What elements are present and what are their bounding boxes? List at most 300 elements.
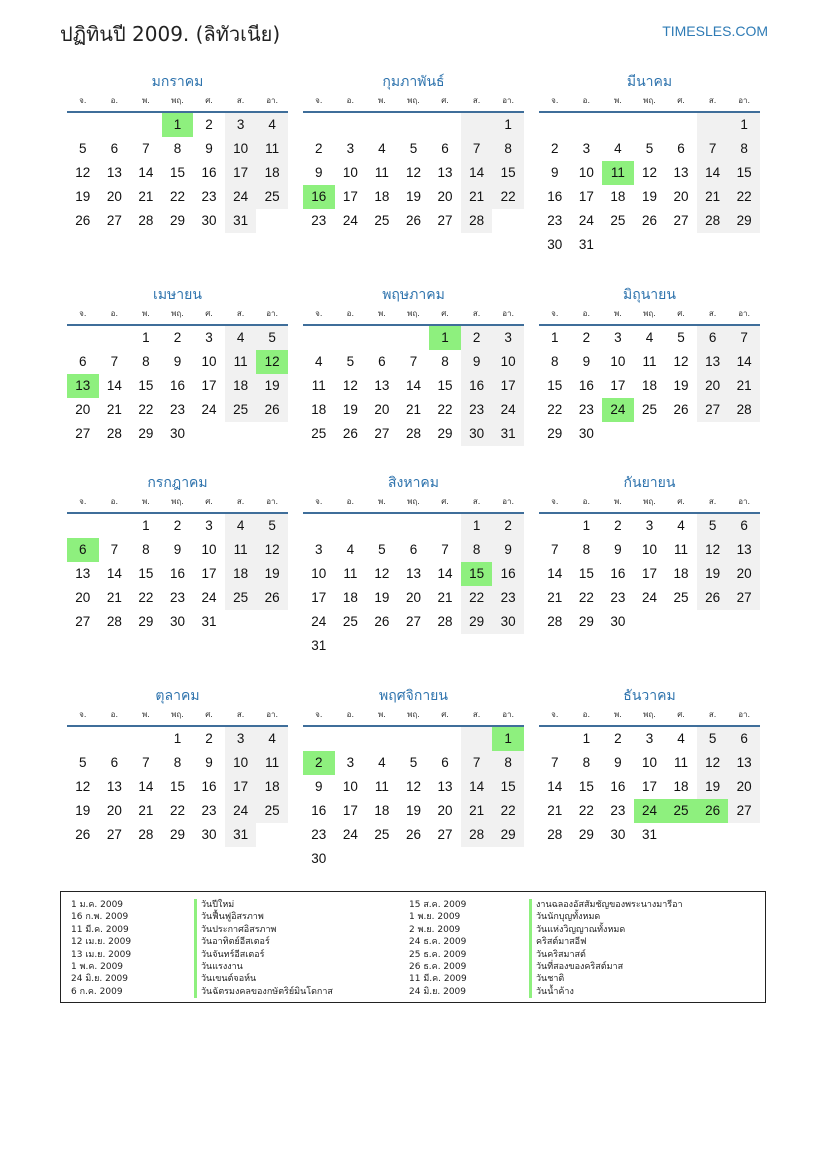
empty-cell xyxy=(335,634,367,658)
day-cell: 1 xyxy=(551,330,559,345)
day-cell: 30 xyxy=(461,422,493,446)
day-cell: 7 xyxy=(551,542,559,557)
empty-cell xyxy=(492,847,524,871)
weekday-label: จ. xyxy=(551,710,559,719)
day-cell: 5 xyxy=(409,141,418,156)
day-cell: 22 xyxy=(578,590,594,605)
day-cell: 26 xyxy=(374,614,390,629)
weekday-label: อ. xyxy=(110,96,119,105)
month-name: มกราคม xyxy=(151,74,204,90)
empty-cell xyxy=(461,727,493,751)
holiday-date: 1 ม.ค. 2009 xyxy=(71,900,124,910)
holiday-name: วันจันทร์อีสเตอร์ xyxy=(194,949,333,961)
day-cell: 14 xyxy=(106,566,122,581)
empty-cell xyxy=(99,514,131,538)
day-cell: 2 xyxy=(173,330,182,345)
day-cell: 22 xyxy=(169,189,185,204)
day-cell: 31 xyxy=(201,614,217,629)
day-cell: 22 xyxy=(492,799,524,823)
day-cell: 31 xyxy=(578,237,594,252)
empty-cell xyxy=(539,727,571,751)
day-cell: 3 xyxy=(645,731,654,746)
weekday-label: จ. xyxy=(79,96,87,105)
day-cell: 13 xyxy=(106,779,122,794)
day-cell: 6 xyxy=(110,141,119,156)
empty-cell xyxy=(728,422,760,446)
day-cell: 28 xyxy=(138,827,154,842)
day-cell: 10 xyxy=(578,165,594,180)
weekday-header xyxy=(303,306,524,326)
day-cell: 26 xyxy=(697,799,729,823)
day-cell: 6 xyxy=(67,538,99,562)
day-cell: 4 xyxy=(315,354,323,369)
day-cell: 2 xyxy=(614,731,622,746)
day-cell: 12 xyxy=(673,354,689,369)
day-cell: 21 xyxy=(697,185,729,209)
weekday-label: พฤ. xyxy=(407,96,420,105)
weekday-header xyxy=(303,93,524,113)
day-cell: 8 xyxy=(142,542,150,557)
day-cell: 16 xyxy=(169,378,185,393)
page-title: ปฏิทินปี 2009. (ลิทัวเนีย) xyxy=(60,22,281,46)
day-cell: 28 xyxy=(547,614,563,629)
day-cell: 26 xyxy=(75,213,91,228)
weekday-label: จ. xyxy=(315,309,323,318)
day-cell: 19 xyxy=(256,562,288,586)
month-calendar xyxy=(67,472,288,634)
day-cell: 22 xyxy=(492,185,524,209)
empty-cell xyxy=(99,727,131,751)
day-cell: 19 xyxy=(641,189,657,204)
day-cell: 24 xyxy=(492,398,524,422)
day-cell: 11 xyxy=(674,542,689,557)
day-cell: 4 xyxy=(256,113,288,137)
day-cell: 21 xyxy=(461,799,493,823)
weekday-label: อา. xyxy=(738,96,751,105)
day-cell: 29 xyxy=(138,426,154,441)
day-cell: 10 xyxy=(342,779,358,794)
day-cell: 26 xyxy=(342,426,358,441)
day-cell: 17 xyxy=(311,590,327,605)
day-cell: 12 xyxy=(256,350,288,374)
day-cell: 16 xyxy=(311,803,327,818)
day-cell: 26 xyxy=(405,213,421,228)
month-calendar xyxy=(303,472,524,658)
day-cell: 24 xyxy=(342,213,358,228)
day-cell: 30 xyxy=(169,426,185,441)
day-cell: 26 xyxy=(75,827,91,842)
day-cell: 18 xyxy=(610,189,626,204)
weekday-label: อ. xyxy=(346,497,355,506)
day-cell: 18 xyxy=(256,775,288,799)
holiday-name: วันปีใหม่ xyxy=(194,899,333,911)
day-cell: 11 xyxy=(642,354,657,369)
weekday-header xyxy=(539,494,760,514)
day-cell: 17 xyxy=(641,566,657,581)
empty-cell xyxy=(429,847,461,871)
day-cell: 28 xyxy=(437,614,453,629)
weekday-label: พ. xyxy=(377,497,386,506)
day-cell: 2 xyxy=(173,518,182,533)
brand-link[interactable]: TIMESLES.COM xyxy=(662,23,768,39)
empty-cell xyxy=(634,233,666,257)
day-cell: 14 xyxy=(461,161,493,185)
day-cell: 20 xyxy=(405,590,421,605)
day-cell: 19 xyxy=(75,803,91,818)
day-cell: 1 xyxy=(582,518,591,533)
day-cell: 29 xyxy=(578,614,594,629)
weekday-label: อา. xyxy=(738,497,751,506)
holiday-name: วันเขนต์จอห์น xyxy=(194,973,333,985)
day-cell: 20 xyxy=(75,590,91,605)
empty-cell xyxy=(303,514,335,538)
day-cell: 13 xyxy=(75,566,91,581)
holiday-dates-right xyxy=(409,899,467,998)
month-name: มิถุนายน xyxy=(623,287,676,303)
day-cell: 16 xyxy=(461,374,493,398)
weekday-label: พฤ. xyxy=(407,497,420,506)
day-cell: 21 xyxy=(547,590,563,605)
weekday-label: พ. xyxy=(613,309,622,318)
day-cell: 16 xyxy=(492,562,524,586)
day-cell: 7 xyxy=(409,354,418,369)
day-cell: 23 xyxy=(311,213,327,228)
day-cell: 24 xyxy=(201,590,217,605)
month-name: พฤศจิกายน xyxy=(379,688,448,704)
empty-cell xyxy=(67,326,99,350)
weekday-label: พฤ. xyxy=(171,497,184,506)
empty-cell xyxy=(335,113,367,137)
weekday-label: จ. xyxy=(79,497,87,506)
month-calendar xyxy=(303,284,524,446)
day-cell: 27 xyxy=(697,398,729,422)
day-cell: 29 xyxy=(437,426,453,441)
day-cell: 9 xyxy=(315,779,323,794)
day-grid xyxy=(539,727,760,847)
month-calendar xyxy=(303,685,524,871)
day-cell: 6 xyxy=(677,141,685,156)
day-cell: 4 xyxy=(346,542,355,557)
day-cell: 20 xyxy=(728,562,760,586)
day-cell: 12 xyxy=(374,566,390,581)
empty-cell xyxy=(67,113,99,137)
day-cell: 21 xyxy=(461,185,493,209)
day-cell: 9 xyxy=(205,141,213,156)
weekday-label: จ. xyxy=(315,497,323,506)
day-cell: 15 xyxy=(578,779,594,794)
weekday-header xyxy=(67,494,288,514)
day-cell: 25 xyxy=(374,827,390,842)
day-cell: 11 xyxy=(602,161,634,185)
empty-cell xyxy=(429,634,461,658)
day-cell: 7 xyxy=(142,141,150,156)
day-cell: 12 xyxy=(697,751,729,775)
holiday-dates-left xyxy=(71,899,131,998)
weekday-label: จ. xyxy=(551,96,559,105)
weekday-header xyxy=(539,306,760,326)
day-cell: 17 xyxy=(342,803,358,818)
day-cell: 15 xyxy=(138,566,154,581)
day-cell: 18 xyxy=(256,161,288,185)
day-cell: 23 xyxy=(461,398,493,422)
day-cell: 22 xyxy=(547,402,563,417)
day-cell: 15 xyxy=(169,165,185,180)
day-cell: 10 xyxy=(225,137,257,161)
empty-cell xyxy=(398,727,430,751)
day-cell: 13 xyxy=(728,538,760,562)
empty-cell xyxy=(366,634,398,658)
weekday-label: อ. xyxy=(346,96,355,105)
day-cell: 27 xyxy=(106,827,122,842)
weekday-label: พ. xyxy=(141,96,150,105)
empty-cell xyxy=(67,514,99,538)
holiday-date: 11 มี.ค. 2009 xyxy=(409,974,467,985)
day-cell: 15 xyxy=(461,562,493,586)
day-cell: 5 xyxy=(79,141,87,156)
day-cell: 23 xyxy=(169,590,185,605)
holiday-name: วันแห่งวิญญาณทั้งหมด xyxy=(529,924,683,936)
day-cell: 25 xyxy=(641,402,657,417)
holiday-date: 24 มิ.ย. 2009 xyxy=(409,986,467,997)
empty-cell xyxy=(303,326,335,350)
day-cell: 6 xyxy=(697,326,729,350)
holiday-date: 2 พ.ย. 2009 xyxy=(409,924,461,935)
empty-cell xyxy=(99,326,131,350)
day-cell: 3 xyxy=(614,330,622,345)
empty-cell xyxy=(697,610,729,634)
day-cell: 10 xyxy=(492,350,524,374)
day-cell: 28 xyxy=(547,827,563,842)
weekday-header xyxy=(67,707,288,727)
day-cell: 27 xyxy=(728,799,760,823)
weekday-label: ศ. xyxy=(205,309,213,318)
weekday-label: ส. xyxy=(236,497,245,506)
holiday-name: วันนักบุญทั้งหมด xyxy=(529,911,683,923)
day-grid xyxy=(67,514,288,634)
day-cell: 25 xyxy=(256,185,288,209)
day-cell: 21 xyxy=(547,803,563,818)
day-cell: 19 xyxy=(405,803,421,818)
holiday-name: วันน้ำค้าง xyxy=(529,986,683,998)
day-cell: 24 xyxy=(634,799,666,823)
weekday-label: ศ. xyxy=(441,710,449,719)
weekday-header xyxy=(67,306,288,326)
day-cell: 12 xyxy=(75,165,91,180)
weekday-label: อา. xyxy=(502,96,515,105)
weekday-label: พ. xyxy=(377,710,386,719)
day-cell: 11 xyxy=(674,755,689,770)
month-name: พฤษภาคม xyxy=(382,287,445,303)
empty-cell xyxy=(539,514,571,538)
weekday-label: อ. xyxy=(582,710,591,719)
day-cell: 9 xyxy=(315,165,323,180)
day-cell: 17 xyxy=(225,161,257,185)
day-cell: 5 xyxy=(378,542,386,557)
weekday-label: อ. xyxy=(110,497,119,506)
day-cell: 6 xyxy=(728,727,760,751)
day-cell: 20 xyxy=(673,189,689,204)
weekday-label: จ. xyxy=(315,96,323,105)
day-cell: 30 xyxy=(311,851,327,866)
weekday-label: พฤ. xyxy=(171,96,184,105)
weekday-label: ศ. xyxy=(441,309,449,318)
day-cell: 13 xyxy=(374,378,390,393)
day-cell: 12 xyxy=(405,779,421,794)
day-cell: 16 xyxy=(303,185,335,209)
weekday-label: ส. xyxy=(236,710,245,719)
day-cell: 27 xyxy=(437,213,453,228)
day-cell: 12 xyxy=(75,779,91,794)
weekday-label: พ. xyxy=(141,309,150,318)
month-name: กันยายน xyxy=(623,475,676,491)
day-grid xyxy=(539,326,760,446)
weekday-label: อา. xyxy=(502,497,515,506)
day-cell: 19 xyxy=(405,189,421,204)
day-cell: 28 xyxy=(106,426,122,441)
day-cell: 5 xyxy=(79,755,87,770)
weekday-label: ส. xyxy=(236,309,245,318)
weekday-label: พ. xyxy=(613,710,622,719)
day-cell: 9 xyxy=(205,755,213,770)
empty-cell xyxy=(225,422,257,446)
day-cell: 1 xyxy=(461,514,493,538)
month-name: มีนาคม xyxy=(626,74,673,90)
day-cell: 15 xyxy=(437,378,453,393)
holiday-name: วันฟื้นฟูอิสรภาพ xyxy=(194,911,333,923)
day-cell: 3 xyxy=(225,727,257,751)
day-grid xyxy=(303,727,524,871)
month-calendar xyxy=(67,284,288,446)
empty-cell xyxy=(539,113,571,137)
day-cell: 8 xyxy=(551,354,559,369)
day-cell: 5 xyxy=(346,354,355,369)
weekday-label: จ. xyxy=(79,710,87,719)
day-cell: 19 xyxy=(374,590,390,605)
holiday-names-left xyxy=(194,899,333,998)
day-cell: 15 xyxy=(547,378,563,393)
day-cell: 17 xyxy=(225,775,257,799)
empty-cell xyxy=(99,113,131,137)
day-cell: 17 xyxy=(641,779,657,794)
day-cell: 4 xyxy=(378,755,386,770)
empty-cell xyxy=(634,422,666,446)
day-grid xyxy=(539,514,760,634)
day-cell: 10 xyxy=(311,566,327,581)
day-cell: 19 xyxy=(256,374,288,398)
day-cell: 24 xyxy=(201,402,217,417)
empty-cell xyxy=(697,113,729,137)
day-cell: 19 xyxy=(342,402,358,417)
day-cell: 17 xyxy=(342,189,358,204)
day-cell: 2 xyxy=(461,326,493,350)
empty-cell xyxy=(398,514,430,538)
holiday-name: คริสต์มาสอีฟ xyxy=(529,936,683,948)
day-cell: 2 xyxy=(315,141,323,156)
empty-cell xyxy=(256,209,288,233)
day-cell: 30 xyxy=(547,237,563,252)
day-cell: 16 xyxy=(610,566,626,581)
day-cell: 3 xyxy=(346,141,355,156)
day-grid xyxy=(539,113,760,257)
day-cell: 29 xyxy=(547,426,563,441)
day-cell: 19 xyxy=(697,775,729,799)
day-cell: 10 xyxy=(201,354,217,369)
day-cell: 17 xyxy=(201,378,217,393)
empty-cell xyxy=(398,326,430,350)
empty-cell xyxy=(303,113,335,137)
day-cell: 9 xyxy=(582,354,591,369)
day-cell: 7 xyxy=(697,137,729,161)
day-cell: 8 xyxy=(173,141,182,156)
day-cell: 25 xyxy=(225,586,257,610)
day-cell: 23 xyxy=(578,402,594,417)
weekday-label: ศ. xyxy=(205,96,213,105)
day-cell: 9 xyxy=(614,755,622,770)
day-cell: 31 xyxy=(311,638,327,653)
holiday-name: งานฉลองอัสสัมชัญของพระนางมารีอา xyxy=(529,899,683,911)
weekday-header xyxy=(303,494,524,514)
weekday-label: พฤ. xyxy=(643,96,656,105)
day-cell: 23 xyxy=(201,803,217,818)
empty-cell xyxy=(461,634,493,658)
day-cell: 28 xyxy=(106,614,122,629)
day-cell: 10 xyxy=(641,755,657,770)
day-cell: 29 xyxy=(169,213,185,228)
day-cell: 23 xyxy=(492,586,524,610)
weekday-label: พ. xyxy=(377,309,386,318)
day-grid xyxy=(303,113,524,233)
day-cell: 17 xyxy=(578,189,594,204)
empty-cell xyxy=(429,113,461,137)
weekday-label: อ. xyxy=(346,710,355,719)
day-cell: 24 xyxy=(225,799,257,823)
day-cell: 21 xyxy=(138,189,154,204)
day-cell: 13 xyxy=(437,779,453,794)
empty-cell xyxy=(366,326,398,350)
empty-cell xyxy=(665,113,697,137)
weekday-label: พ. xyxy=(613,96,622,105)
empty-cell xyxy=(665,823,697,847)
day-cell: 27 xyxy=(728,586,760,610)
empty-cell xyxy=(728,610,760,634)
day-cell: 26 xyxy=(405,827,421,842)
day-cell: 1 xyxy=(582,731,591,746)
weekday-label: อา. xyxy=(266,96,279,105)
day-cell: 4 xyxy=(614,141,622,156)
day-cell: 26 xyxy=(697,586,729,610)
day-cell: 23 xyxy=(610,590,626,605)
empty-cell xyxy=(130,113,162,137)
day-cell: 27 xyxy=(437,827,453,842)
empty-cell xyxy=(225,610,257,634)
day-cell: 27 xyxy=(673,213,689,228)
weekday-label: อา. xyxy=(738,309,751,318)
day-cell: 13 xyxy=(437,165,453,180)
weekday-label: อา. xyxy=(266,497,279,506)
day-cell: 8 xyxy=(582,755,591,770)
empty-cell xyxy=(665,233,697,257)
day-cell: 21 xyxy=(106,402,122,417)
day-cell: 9 xyxy=(461,350,493,374)
day-cell: 22 xyxy=(437,402,453,417)
holiday-name: วันคริสมาสต์ xyxy=(529,949,683,961)
day-cell: 5 xyxy=(697,514,729,538)
day-cell: 13 xyxy=(405,566,421,581)
empty-cell xyxy=(665,610,697,634)
month-calendar xyxy=(67,685,288,847)
weekday-label: ส. xyxy=(472,710,481,719)
day-cell: 1 xyxy=(162,113,194,137)
